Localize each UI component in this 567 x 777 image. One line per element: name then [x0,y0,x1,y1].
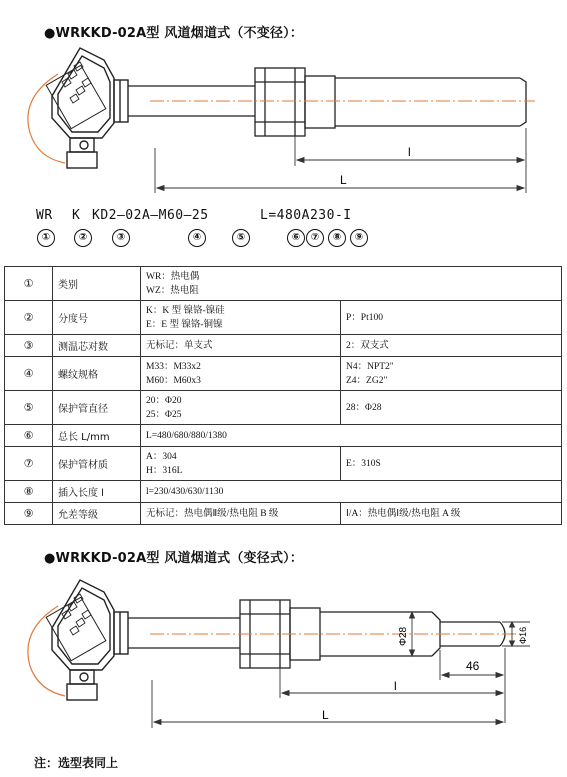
table-row [5,425,562,447]
row-options-right [341,301,562,335]
table-row [5,357,562,391]
row-options-right [341,391,562,425]
drawing-reduced [0,568,567,748]
model-code-part-2: K [72,208,81,223]
row-category: 保护管材质 [53,447,141,481]
row-category: 测温芯对数 [53,335,141,357]
option-text: K：K 型 镍铬-镍硅 [146,305,225,316]
option-text: M33：M33x2 [146,361,201,372]
row-number: ⑥ [5,425,53,447]
option-text: 28：Φ28 [346,402,382,413]
row-category: 分度号 [53,301,141,335]
marker-3: ③ [112,229,130,247]
marker-1: ① [37,229,55,247]
dim-L-label: L [322,708,329,722]
table-row [5,447,562,481]
model-code-part-1: WR [36,208,53,223]
row-category: 总长 L/mm [53,425,141,447]
option-text: H：316L [146,465,183,476]
row-options-right [341,357,562,391]
footnote: 注：选型表同上 [34,756,119,770]
row-number: ③ [5,335,53,357]
option-text: l=230/430/630/1130 [146,486,224,497]
marker-9: ⑨ [350,229,368,247]
row-category: 允差等级 [53,503,141,525]
row-number: ⑤ [5,391,53,425]
row-options-left [141,391,341,425]
marker-8: ⑧ [328,229,346,247]
dim-d16-label: Φ16 [518,626,528,644]
row-number: ⑦ [5,447,53,481]
sheath-tube [128,86,255,116]
option-text: 25：Φ25 [146,409,182,420]
table-row [5,391,562,425]
row-options-right [341,503,562,525]
option-text: Ⅰ/A：热电偶Ⅰ级/热电阻 A 级 [346,508,461,519]
section-title-reduced: ●WRKKD-02A型 风道烟道式（变径式）： [44,551,304,566]
row-number: ② [5,301,53,335]
marker-5: ⑤ [232,229,250,247]
dim-d28-label: Φ28 [398,626,409,646]
sheath-tube [128,618,240,648]
table-row [5,503,562,525]
option-text: 2：双支式 [346,340,389,351]
row-category: 插入长度 l [53,481,141,503]
row-category: 类别 [53,267,141,301]
row-options-left [141,301,341,335]
drawing-straight [0,38,567,198]
row-options-left [141,481,562,503]
option-text: 20：Φ20 [146,395,182,406]
marker-4: ④ [188,229,206,247]
option-text: E：E 型 镍铬-铜镍 [146,319,223,330]
option-text: 无标记：热电偶Ⅱ级/热电阻 B 级 [146,508,279,519]
option-text: Z4：ZG2" [346,375,388,386]
row-number: ⑧ [5,481,53,503]
row-options-left [141,425,562,447]
option-text: A：304 [146,451,177,462]
section-title-straight: ●WRKKD-02A型 风道烟道式（不变径）： [44,26,304,41]
option-text: WR：热电偶 [146,271,200,282]
table-row [5,335,562,357]
junction-head [46,48,128,168]
option-text: E：310S [346,458,381,469]
option-text: M60：M60x3 [146,375,201,386]
option-text: WZ：热电阻 [146,285,199,296]
row-options-left [141,447,341,481]
row-options-right [341,447,562,481]
row-number: ① [5,267,53,301]
cable-line [28,606,65,696]
option-text: 无标记：单支式 [146,340,213,351]
hex-fitting [255,68,335,136]
dim-L-label: L [340,173,347,187]
row-number: ④ [5,357,53,391]
option-text: L=480/680/880/1380 [146,430,227,441]
protection-tube [335,78,526,126]
table-row [5,267,562,301]
dim-l-label: l [408,145,411,159]
cable-line [28,74,65,163]
option-text: N4：NPT2" [346,361,394,372]
junction-head [46,580,128,700]
row-category: 螺纹规格 [53,357,141,391]
marker-7: ⑦ [306,229,324,247]
row-options-right [341,335,562,357]
dim-46-label: 46 [466,659,480,673]
row-number: ⑨ [5,503,53,525]
model-code-part-3: KD2—02A—M60—25 [92,208,209,223]
option-text: P：Pt100 [346,312,383,323]
row-options-left [141,335,341,357]
table-row [5,301,562,335]
dim-l-label: l [394,679,397,693]
spec-table [4,266,562,525]
row-options-left [141,267,562,301]
row-options-left [141,357,341,391]
row-options-left [141,503,341,525]
table-row [5,481,562,503]
marker-2: ② [74,229,92,247]
model-code-part-4: L=480A230-I [260,208,352,223]
row-category: 保护管直径 [53,391,141,425]
spec-table-body [5,267,562,525]
marker-6: ⑥ [287,229,305,247]
